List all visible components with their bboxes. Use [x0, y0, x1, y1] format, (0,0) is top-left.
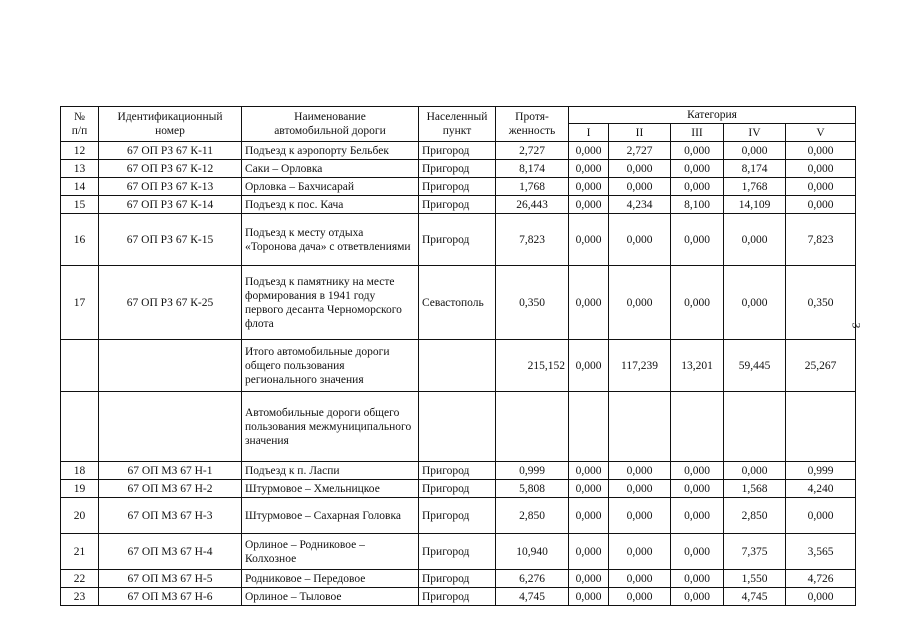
settlement: Пригород	[419, 160, 496, 178]
empty-cell	[786, 392, 856, 462]
table-row	[61, 462, 856, 480]
table-row	[61, 142, 856, 160]
row-number: 20	[61, 498, 99, 534]
category-5-value: 0,000	[786, 160, 856, 178]
empty-cell	[609, 392, 671, 462]
road-name: Подъезд к пос. Кача	[242, 196, 419, 214]
category-5-value: 0,000	[786, 196, 856, 214]
col-header-cat-4: IV	[724, 124, 786, 142]
col-header-name: Наименование автомобильной дороги	[242, 107, 419, 142]
category-5-value: 3,565	[786, 534, 856, 570]
category-3-value: 0,000	[671, 142, 724, 160]
category-4-value: 2,850	[724, 498, 786, 534]
empty-cell	[724, 392, 786, 462]
category-1-value: 0,000	[569, 480, 609, 498]
category-5-value: 4,240	[786, 480, 856, 498]
category-4-value: 7,375	[724, 534, 786, 570]
settlement: Пригород	[419, 196, 496, 214]
page-number: 3	[849, 322, 864, 329]
road-length: 7,823	[496, 214, 569, 266]
row-number: 18	[61, 462, 99, 480]
road-name: Штурмовое – Сахарная Головка	[242, 498, 419, 534]
road-id	[99, 340, 242, 392]
road-id: 67 ОП РЗ 67 К-14	[99, 196, 242, 214]
category-2-value: 0,000	[609, 570, 671, 588]
category-3-value: 0,000	[671, 570, 724, 588]
category-3-value: 8,100	[671, 196, 724, 214]
table-row	[61, 160, 856, 178]
category-3-value: 0,000	[671, 178, 724, 196]
road-id: 67 ОП МЗ 67 Н-6	[99, 588, 242, 606]
settlement: Пригород	[419, 498, 496, 534]
road-length: 8,174	[496, 160, 569, 178]
category-1-value: 0,000	[569, 462, 609, 480]
category-4-value: 8,174	[724, 160, 786, 178]
table-row	[61, 266, 856, 340]
row-number	[61, 340, 99, 392]
road-id: 67 ОП МЗ 67 Н-4	[99, 534, 242, 570]
settlement: Пригород	[419, 214, 496, 266]
road-name: Подъезд к аэропорту Бельбек	[242, 142, 419, 160]
col-header-cat-2: II	[609, 124, 671, 142]
category-1-value: 0,000	[569, 142, 609, 160]
category-2-value: 0,000	[609, 588, 671, 606]
col-header-category: Категория	[569, 107, 856, 124]
road-name: Штурмовое – Хмельницкое	[242, 480, 419, 498]
category-4-value: 1,550	[724, 570, 786, 588]
col-header-length: Протя- женность	[496, 107, 569, 142]
category-5-value: 0,000	[786, 142, 856, 160]
road-length: 26,443	[496, 196, 569, 214]
road-length: 6,276	[496, 570, 569, 588]
empty-cell	[569, 392, 609, 462]
category-5-value: 0,000	[786, 178, 856, 196]
section-row	[61, 392, 856, 462]
category-2-value: 2,727	[609, 142, 671, 160]
category-5-value: 0,000	[786, 498, 856, 534]
category-3-value: 0,000	[671, 534, 724, 570]
road-length: 1,768	[496, 178, 569, 196]
category-1-value: 0,000	[569, 534, 609, 570]
category-5-value: 0,350	[786, 266, 856, 340]
category-4-value: 0,000	[724, 142, 786, 160]
category-3-value: 0,000	[671, 266, 724, 340]
category-3-value: 0,000	[671, 588, 724, 606]
category-3-value: 0,000	[671, 160, 724, 178]
road-id: 67 ОП МЗ 67 Н-5	[99, 570, 242, 588]
settlement: Пригород	[419, 588, 496, 606]
road-length: 0,350	[496, 266, 569, 340]
table-row	[61, 196, 856, 214]
road-id: 67 ОП РЗ 67 К-15	[99, 214, 242, 266]
settlement: Пригород	[419, 142, 496, 160]
category-1-value: 0,000	[569, 498, 609, 534]
category-5-value: 0,000	[786, 588, 856, 606]
category-4-value: 1,568	[724, 480, 786, 498]
table-row	[61, 588, 856, 606]
row-number: 15	[61, 196, 99, 214]
category-4-value: 0,000	[724, 462, 786, 480]
table-body	[61, 142, 856, 606]
roads-table	[60, 106, 856, 606]
category-1-value: 0,000	[569, 266, 609, 340]
road-length: 10,940	[496, 534, 569, 570]
category-5-value: 4,726	[786, 570, 856, 588]
row-number: 19	[61, 480, 99, 498]
row-number: 14	[61, 178, 99, 196]
road-length: 2,850	[496, 498, 569, 534]
row-number: 23	[61, 588, 99, 606]
category-1-value: 0,000	[569, 214, 609, 266]
row-number: 22	[61, 570, 99, 588]
row-number: 12	[61, 142, 99, 160]
empty-cell	[671, 392, 724, 462]
category-3-value: 0,000	[671, 214, 724, 266]
road-id: 67 ОП МЗ 67 Н-3	[99, 498, 242, 534]
category-3-value: 0,000	[671, 462, 724, 480]
row-number	[61, 392, 99, 462]
category-1-value: 0,000	[569, 178, 609, 196]
road-id: 67 ОП РЗ 67 К-13	[99, 178, 242, 196]
road-length: 5,808	[496, 480, 569, 498]
category-3-value: 0,000	[671, 480, 724, 498]
category-3-value: 0,000	[671, 498, 724, 534]
category-2-value: 0,000	[609, 534, 671, 570]
empty-cell	[419, 392, 496, 462]
road-name: Подъезд к месту отдыха «Торонова дача» с ответвлениями	[242, 214, 419, 266]
total-category-1: 0,000	[569, 340, 609, 392]
table-row	[61, 214, 856, 266]
settlement: Севастополь	[419, 266, 496, 340]
row-number: 16	[61, 214, 99, 266]
category-2-value: 0,000	[609, 266, 671, 340]
road-id: 67 ОП МЗ 67 Н-2	[99, 480, 242, 498]
section-title: Автомобильные дороги общего пользования межмуниципального значения	[242, 392, 419, 462]
row-number: 21	[61, 534, 99, 570]
settlement: Пригород	[419, 480, 496, 498]
total-category-4: 59,445	[724, 340, 786, 392]
road-id: 67 ОП МЗ 67 Н-1	[99, 462, 242, 480]
category-1-value: 0,000	[569, 160, 609, 178]
category-1-value: 0,000	[569, 570, 609, 588]
road-name: Орловка – Бахчисарай	[242, 178, 419, 196]
table-row	[61, 534, 856, 570]
category-2-value: 0,000	[609, 214, 671, 266]
road-id: 67 ОП РЗ 67 К-25	[99, 266, 242, 340]
road-length: 2,727	[496, 142, 569, 160]
row-number: 17	[61, 266, 99, 340]
category-2-value: 0,000	[609, 178, 671, 196]
col-header-settlement: Населенный пункт	[419, 107, 496, 142]
total-category-2: 117,239	[609, 340, 671, 392]
road-name: Орлиное – Тыловое	[242, 588, 419, 606]
settlement: Пригород	[419, 178, 496, 196]
col-header-id: Идентификационный номер	[99, 107, 242, 142]
table-header	[61, 107, 856, 142]
total-length: 215,152	[496, 340, 569, 392]
category-5-value: 7,823	[786, 214, 856, 266]
row-number: 13	[61, 160, 99, 178]
category-2-value: 0,000	[609, 498, 671, 534]
category-4-value: 4,745	[724, 588, 786, 606]
road-length: 0,999	[496, 462, 569, 480]
table-row	[61, 178, 856, 196]
category-4-value: 14,109	[724, 196, 786, 214]
total-label: Итого автомобильные дороги общего пользования регионального значения	[242, 340, 419, 392]
road-name: Подъезд к п. Ласпи	[242, 462, 419, 480]
settlement	[419, 340, 496, 392]
road-id	[99, 392, 242, 462]
empty-cell	[496, 392, 569, 462]
road-length: 4,745	[496, 588, 569, 606]
table-row	[61, 480, 856, 498]
table-row	[61, 498, 856, 534]
category-2-value: 0,000	[609, 480, 671, 498]
col-header-num: № п/п	[61, 107, 99, 142]
road-name: Саки – Орловка	[242, 160, 419, 178]
settlement: Пригород	[419, 570, 496, 588]
total-row	[61, 340, 856, 392]
table-row	[61, 570, 856, 588]
total-category-3: 13,201	[671, 340, 724, 392]
col-header-cat-5: V	[786, 124, 856, 142]
category-2-value: 0,000	[609, 462, 671, 480]
category-4-value: 0,000	[724, 266, 786, 340]
col-header-cat-3: III	[671, 124, 724, 142]
category-5-value: 0,999	[786, 462, 856, 480]
road-name: Родниковое – Передовое	[242, 570, 419, 588]
category-1-value: 0,000	[569, 588, 609, 606]
road-name: Подъезд к памятнику на месте формирования в 1941 году первого десанта Черноморского флота	[242, 266, 419, 340]
road-id: 67 ОП РЗ 67 К-11	[99, 142, 242, 160]
settlement: Пригород	[419, 534, 496, 570]
total-category-5: 25,267	[786, 340, 856, 392]
category-2-value: 4,234	[609, 196, 671, 214]
category-2-value: 0,000	[609, 160, 671, 178]
road-id: 67 ОП РЗ 67 К-12	[99, 160, 242, 178]
col-header-cat-1: I	[569, 124, 609, 142]
category-4-value: 0,000	[724, 214, 786, 266]
road-name: Орлиное – Родниковое – Колхозное	[242, 534, 419, 570]
settlement: Пригород	[419, 462, 496, 480]
category-1-value: 0,000	[569, 196, 609, 214]
category-4-value: 1,768	[724, 178, 786, 196]
